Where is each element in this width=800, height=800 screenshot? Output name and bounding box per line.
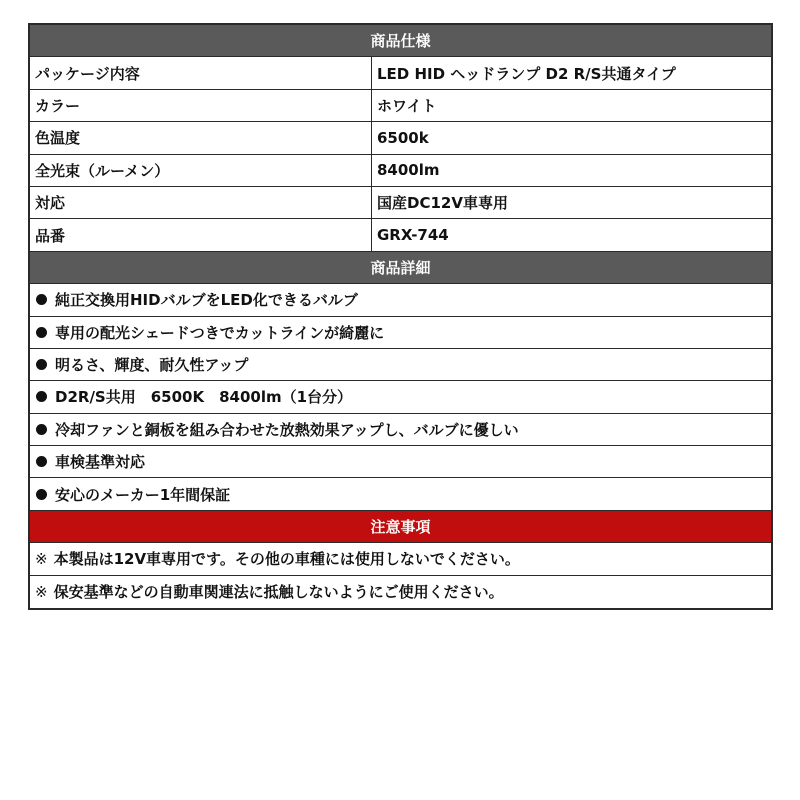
detail-item [30, 317, 771, 349]
detail-item [30, 414, 771, 446]
product-info-table [28, 23, 773, 610]
detail-item [30, 478, 771, 510]
detail-item [30, 381, 771, 413]
bullet-icon [36, 456, 47, 467]
spec-key: 色温度 [30, 122, 372, 153]
spec-key: 品番 [30, 219, 372, 250]
detail-text: 専用の配光シェードつきでカットラインが綺麗に [55, 323, 385, 342]
spec-key: カラー [30, 90, 372, 121]
spec-row-compatibility [30, 187, 771, 219]
detail-item [30, 284, 771, 316]
bullet-icon [36, 359, 47, 370]
spec-row-color [30, 90, 771, 122]
detail-text: 車検基準対応 [55, 453, 146, 472]
bullet-icon [36, 294, 47, 305]
note-mark-icon: ※ [35, 549, 48, 568]
spec-value: ホワイト [377, 96, 437, 115]
spec-value: 国産DC12V車専用 [377, 194, 508, 213]
note-text: 本製品は12V車専用です。その他の車種には使用しないでください。 [53, 550, 520, 569]
detail-text: 冷却ファンと銅板を組み合わせた放熱効果アップし、バルブに優しい [55, 420, 519, 439]
note-item [30, 576, 771, 608]
bullet-icon [36, 489, 47, 500]
spec-value: 8400lm [377, 161, 440, 180]
detail-text: D2R/S共用 6500K 8400lm（1台分） [55, 388, 353, 407]
spec-row-package [30, 57, 771, 89]
bullet-icon [36, 327, 47, 338]
spec-value: LED HID ヘッドランプ D2 R/S共通タイプ [377, 64, 676, 83]
note-mark-icon: ※ [35, 582, 48, 601]
detail-section-header [30, 252, 771, 284]
spec-key: 対応 [30, 187, 372, 218]
detail-text: 純正交換用HIDバルブをLED化できるバルブ [55, 291, 358, 310]
spec-value: GRX-744 [377, 226, 449, 245]
spec-row-part-number [30, 219, 771, 251]
spec-key: 全光束（ルーメン） [30, 155, 372, 186]
note-text: 保安基準などの自動車関連法に抵触しないようにご使用ください。 [53, 583, 504, 602]
bullet-icon [36, 424, 47, 435]
detail-item [30, 349, 771, 381]
detail-item [30, 446, 771, 478]
detail-text: 安心のメーカー1年間保証 [55, 485, 231, 504]
detail-text: 明るさ、輝度、耐久性アップ [55, 356, 249, 375]
note-item [30, 543, 771, 575]
spec-key: パッケージ内容 [30, 57, 372, 88]
detail-section-title: 商品詳細 [370, 258, 431, 277]
bullet-icon [36, 391, 47, 402]
spec-value: 6500k [377, 128, 429, 147]
spec-row-lumen [30, 155, 771, 187]
notes-section-title: 注意事項 [370, 518, 431, 537]
spec-section-title: 商品仕様 [370, 32, 431, 51]
spec-row-color-temperature [30, 122, 771, 154]
spec-section-header [30, 25, 771, 57]
notes-section-header [30, 511, 771, 543]
